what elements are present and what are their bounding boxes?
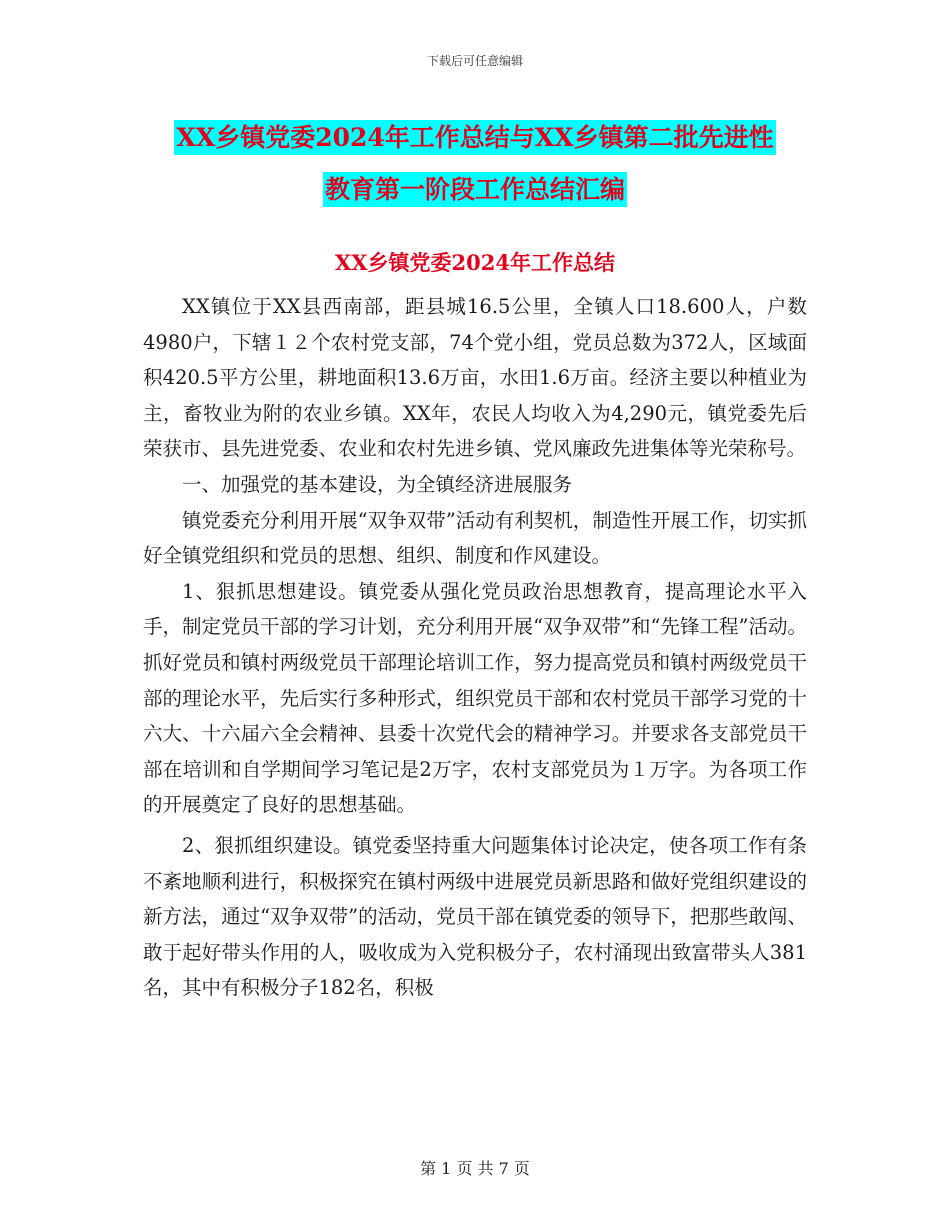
document-title [0, 112, 950, 216]
paragraph-intro: XX镇位于XX县西南部，距县城16.5公里，全镇人口18.600人，户数4980户，下辖１２个农村党支部，74个党小组，党员总数为372人，区域面积420.5平方公里，耕地面积13.6万亩，水田1.6万亩。经济主要以种植业为主，畜牧业为附的农业乡镇。XX年，农民人均收入为4,290元，镇党委先后荣获市、县先进党委、农业和农村先进乡镇、党风廉政先进集体等光荣称号。 [143, 295, 807, 461]
section-title: XX乡镇党委2024年工作总结 [334, 250, 616, 275]
header-note: 下载后可任意编辑 [426, 54, 523, 68]
paragraph-heading-1: 一、加强党的基本建设，为全镇经济进展服务 [182, 472, 573, 496]
paragraph-organization: 2、狠抓组织建设。镇党委坚持重大问题集体讨论决定，使各项工作有条不紊地顺利进行，积极探究在镇村两级中进展党员新思路和做好党组织建设的新方法，通过“双争双带”的活动，党员干部在镇党委的领导下，把那些敢闯、敢于起好带头作用的人，吸收成为入党积极分子，农村涌现出致富带头人381名，其中有积极分子182名，积极 [143, 833, 807, 1000]
paragraph-ideology: 1、狠抓思想建设。镇党委从强化党员政治思想教育，提高理论水平入手，制定党员干部的学习计划，充分利用开展“双争双带”和“先锋工程”活动。抓好党员和镇村两级党员干部理论培训工作，努力提高党员和镇村两级党员干部的理论水平，先后实行多种形式，组织党员干部和农村党员干部学习党的十六大、十六届六全会精神、县委十次党代会的精神学习。并要求各支部党员干部在培训和自学期间学习笔记是2万字，农村支部党员为１万字。为各项工作的开展奠定了良好的思想基础。 [143, 579, 807, 817]
paragraph-overview: 镇党委充分利用开展“双争双带”活动有利契机，制造性开展工作，切实抓好全镇党组织和党员的思想、组织、制度和作风建设。 [143, 508, 807, 568]
document-title-line-2: 教育第一阶段工作总结汇编 [323, 172, 627, 207]
page-footer: 第 1 页 共 7 页 [420, 1159, 530, 1178]
body-text [143, 289, 807, 1006]
document-title-line-1: XX乡镇党委2024年工作总结与XX乡镇第二批先进性 [174, 120, 775, 155]
